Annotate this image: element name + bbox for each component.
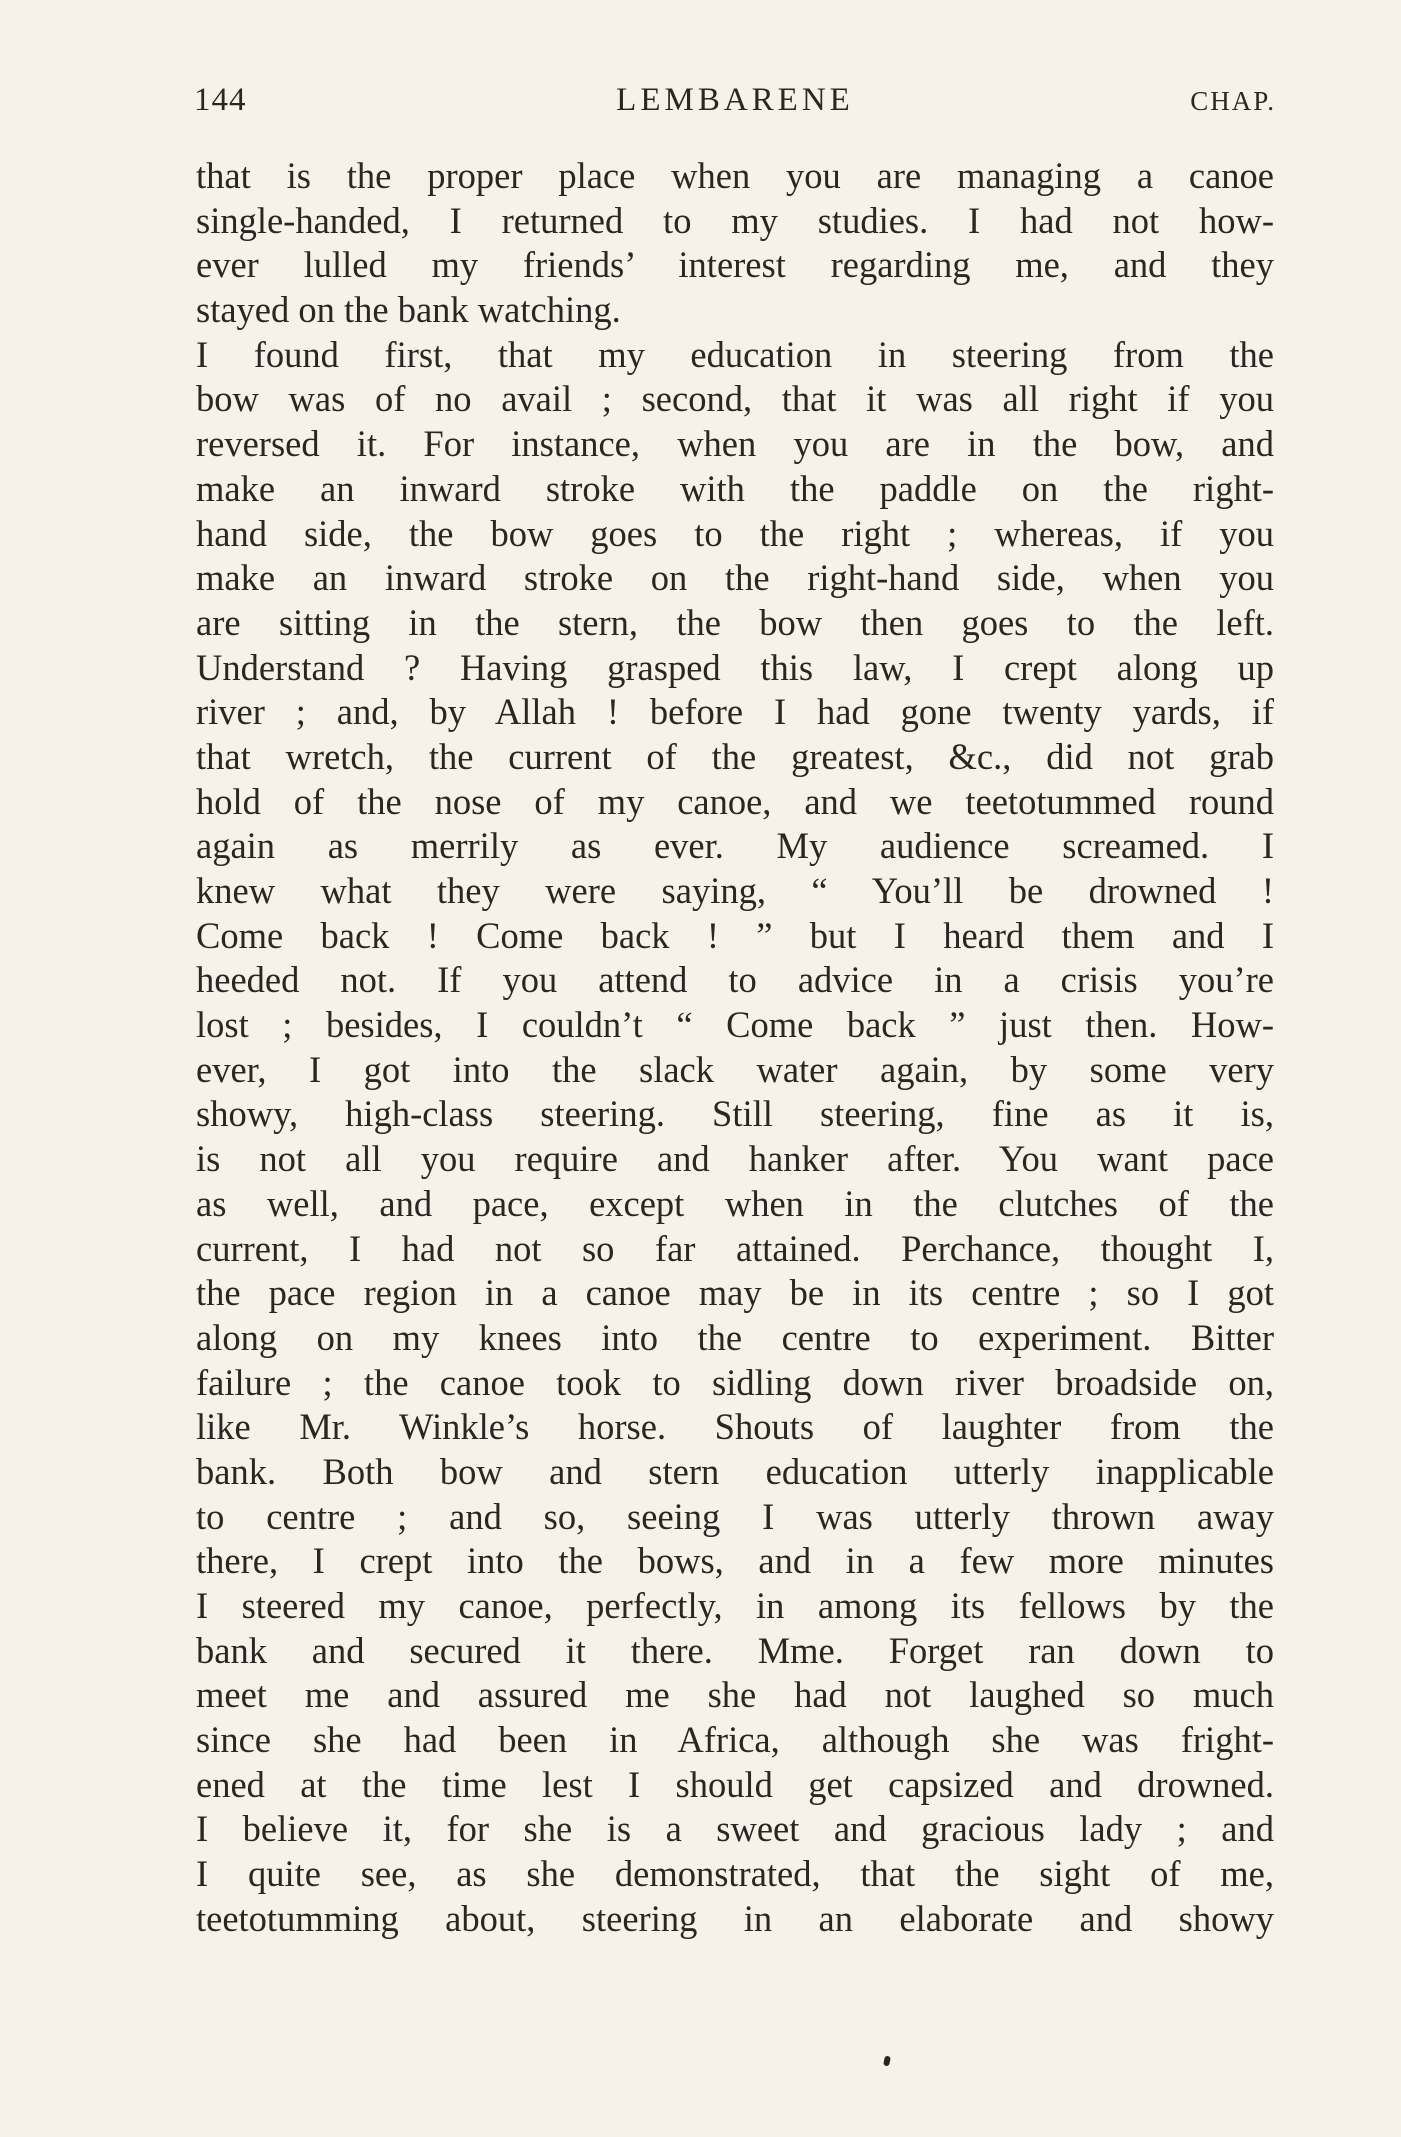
text-line: teetotumming about, steering in an elaborate and showy	[196, 1897, 1274, 1939]
text-line: as well, and pace, except when in the clutches of the	[196, 1182, 1274, 1224]
text-line: like Mr. Winkle’s horse. Shouts of laughter from the	[196, 1406, 1274, 1448]
text-line: along on my knees into the centre to experiment. Bitter	[196, 1316, 1274, 1358]
text-line: I found first, that my education in steering from the	[196, 333, 1274, 375]
ink-mark	[883, 2055, 891, 2066]
text-line: hold of the nose of my canoe, and we teetotummed round	[196, 780, 1274, 822]
text-line: knew what they were saying, “ You’ll be drowned !	[196, 870, 1274, 911]
text-line: I quite see, as she demonstrated, that the sight of me,	[196, 1853, 1274, 1895]
text-line: single-handed, I returned to my studies. I had not how-	[196, 199, 1274, 241]
text-line: Understand ? Having grasped this law, I crept along up	[196, 646, 1274, 688]
text-line: that wretch, the current of the greatest, &c., did not grab	[196, 735, 1274, 777]
text-line: since she had been in Africa, although she was fright-	[196, 1719, 1274, 1761]
text-line: failure ; the canoe took to sidling down river broadside on,	[196, 1361, 1274, 1403]
text-line: stayed on the bank watching.	[196, 289, 621, 331]
text-line: bow was of no avail ; second, that it was all right if you	[196, 378, 1274, 420]
text-line: hand side, the bow goes to the right ; whereas, if you	[196, 512, 1274, 554]
text-line: bank and secured it there. Mme. Forget ran down to	[196, 1629, 1274, 1671]
running-head	[194, 82, 1276, 126]
text-line: to centre ; and so, seeing I was utterly thrown away	[196, 1495, 1274, 1537]
text-line: the pace region in a canoe may be in its centre ; so I got	[196, 1272, 1274, 1314]
running-title: LEMBARENE	[616, 82, 854, 118]
text-line: make an inward stroke with the paddle on the right-	[196, 467, 1274, 509]
text-line: that is the proper place when you are managing a canoe	[196, 155, 1274, 196]
text-line: is not all you require and hanker after. You want pace	[196, 1138, 1274, 1180]
page-number: 144	[194, 82, 247, 118]
text-line: meet me and assured me she had not laughed so much	[196, 1674, 1274, 1716]
text-line: are sitting in the stern, the bow then goes to the left.	[196, 601, 1274, 643]
text-line: I believe it, for she is a sweet and gracious lady ; and	[196, 1808, 1274, 1850]
text-line: ened at the time lest I should get capsized and drowned.	[196, 1763, 1274, 1805]
text-line: showy, high-class steering. Still steering, fine as it is,	[196, 1093, 1274, 1135]
text-line: ever, I got into the slack water again, by some very	[196, 1048, 1274, 1090]
text-line: make an inward stroke on the right-hand side, when you	[196, 557, 1274, 599]
text-line: current, I had not so far attained. Perchance, thought I,	[196, 1227, 1274, 1269]
text-line: again as merrily as ever. My audience screamed. I	[196, 825, 1274, 867]
text-line: Come back ! Come back ! ” but I heard them and I	[196, 914, 1274, 956]
text-line: there, I crept into the bows, and in a few more minutes	[196, 1540, 1274, 1582]
text-line: heeded not. If you attend to advice in a crisis you’re	[196, 959, 1274, 1001]
text-line: ever lulled my friends’ interest regarding me, and they	[196, 244, 1274, 286]
chapter-label: CHAP.	[1190, 86, 1276, 116]
text-line: reversed it. For instance, when you are in the bow, and	[196, 423, 1274, 465]
text-line: river ; and, by Allah ! before I had gone twenty yards, if	[196, 691, 1274, 733]
body-text	[196, 154, 1274, 1942]
text-line: bank. Both bow and stern education utterly inapplicable	[196, 1450, 1274, 1492]
text-line: lost ; besides, I couldn’t “ Come back ” just then. How-	[196, 1004, 1274, 1046]
text-line: I steered my canoe, perfectly, in among its fellows by the	[196, 1585, 1274, 1626]
